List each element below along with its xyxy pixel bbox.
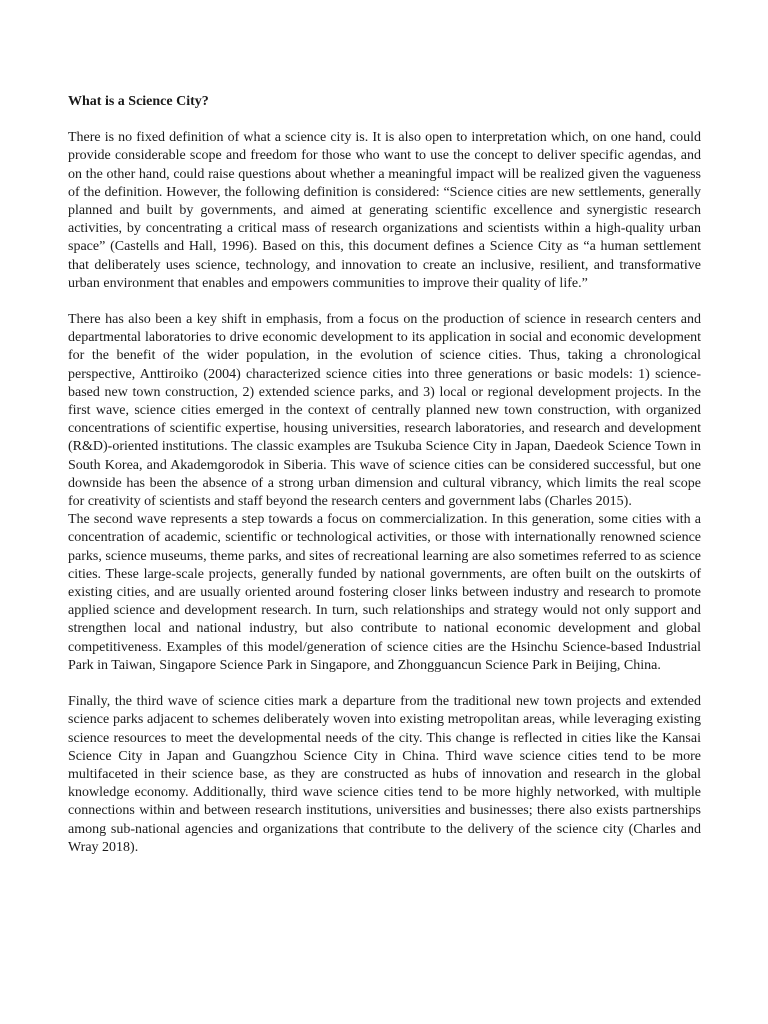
paragraph-third-wave: Finally, the third wave of science cities mark a departure from the traditional new town projects and extended science parks adjacent to schemes deliberately woven into existing metropolitan areas, while leveraging existing science resources to meet the developmental needs of the city. This change is reflected in cities like the Kansai Science City in Japan and Guangzhou Science City in China. Third wave science cities tend to be more multifaceted in their science base, as they are constructed as hubs of innovation and research in the global knowledge economy. Additionally, third wave science cities tend to be more highly networked, with multiple connections within and between research institutions, universities and businesses; there also exists partnerships among sub-national agencies and organizations that contribute to the delivery of the science city (Charles and Wray 2018). — [68, 694, 701, 855]
paragraph-definition: There is no fixed definition of what a science city is. It is also open to interpretation which, on one hand, could provide considerable scope and freedom for those who want to use the concept to deliver specific agendas, and on the other hand, could raise questions about whether a meaningful impact will be realized given the vagueness of the definition. However, the following definition is considered: “Science cities are new settlements, generally planned and built by governments, and aimed at generating scientific excellence and synergistic research activities, by concentrating a critical mass of research organizations and scientists within a high-quality urban space” (Castells and Hall, 1996). Based on this, this document defines a Science City as “a human settlement that deliberately uses science, technology, and innovation to create an inclusive, resilient, and transformative urban environment that enables and empowers communities to improve their quality of life.” — [68, 130, 701, 291]
paragraph-first-wave: There has also been a key shift in emphasis, from a focus on the production of science in research centers and departmental laboratories to drive economic development to its application in social and economic development for the benefit of the wider population, in the evolution of science cities. Thus, taking a chronological perspective, Anttiroiko (2004) characterized science cities into three generations or basic models: 1) science-based new town construction, 2) extended science parks, and 3) local or regional development projects. In the first wave, science cities emerged in the context of centrally planned new town construction, with organized concentrations of scientific expertise, housing universities, research laboratories, and research and development (R&D)-oriented institutions. The classic examples are Tsukuba Science City in Japan, Daedeok Science Town in South Korea, and Akademgorodok in Siberia. This wave of science cities can be considered successful, but one downside has been the absence of a strong urban dimension and cultural vibrancy, which limits the real scope for creativity of scientists and staff beyond the research centers and government labs (Charles 2015). — [68, 312, 701, 510]
paragraph-second-wave: The second wave represents a step towards a focus on commercialization. In this generation, some cities with a concentration of academic, scientific or technological activities, or those with internationally renowned science parks, science museums, theme parks, and sites of recreational learning are also sometimes referred to as science cities. These large-scale projects, generally funded by national governments, are often built on the outskirts of existing cities, and are usually oriented around fostering closer links between industry and research to promote applied science and development research. In turn, such relationships and strategy would not only support and strengthen local and national industry, but also contribute to national economic development and global competitiveness. Examples of this model/generation of science cities are the Hsinchu Science-based Industrial Park in Taiwan, Singapore Science Park in Singapore, and Zhongguancun Science Park in Beijing, China. — [68, 512, 701, 673]
document-title: What is a Science City? — [68, 94, 209, 109]
document-page — [68, 93, 701, 857]
